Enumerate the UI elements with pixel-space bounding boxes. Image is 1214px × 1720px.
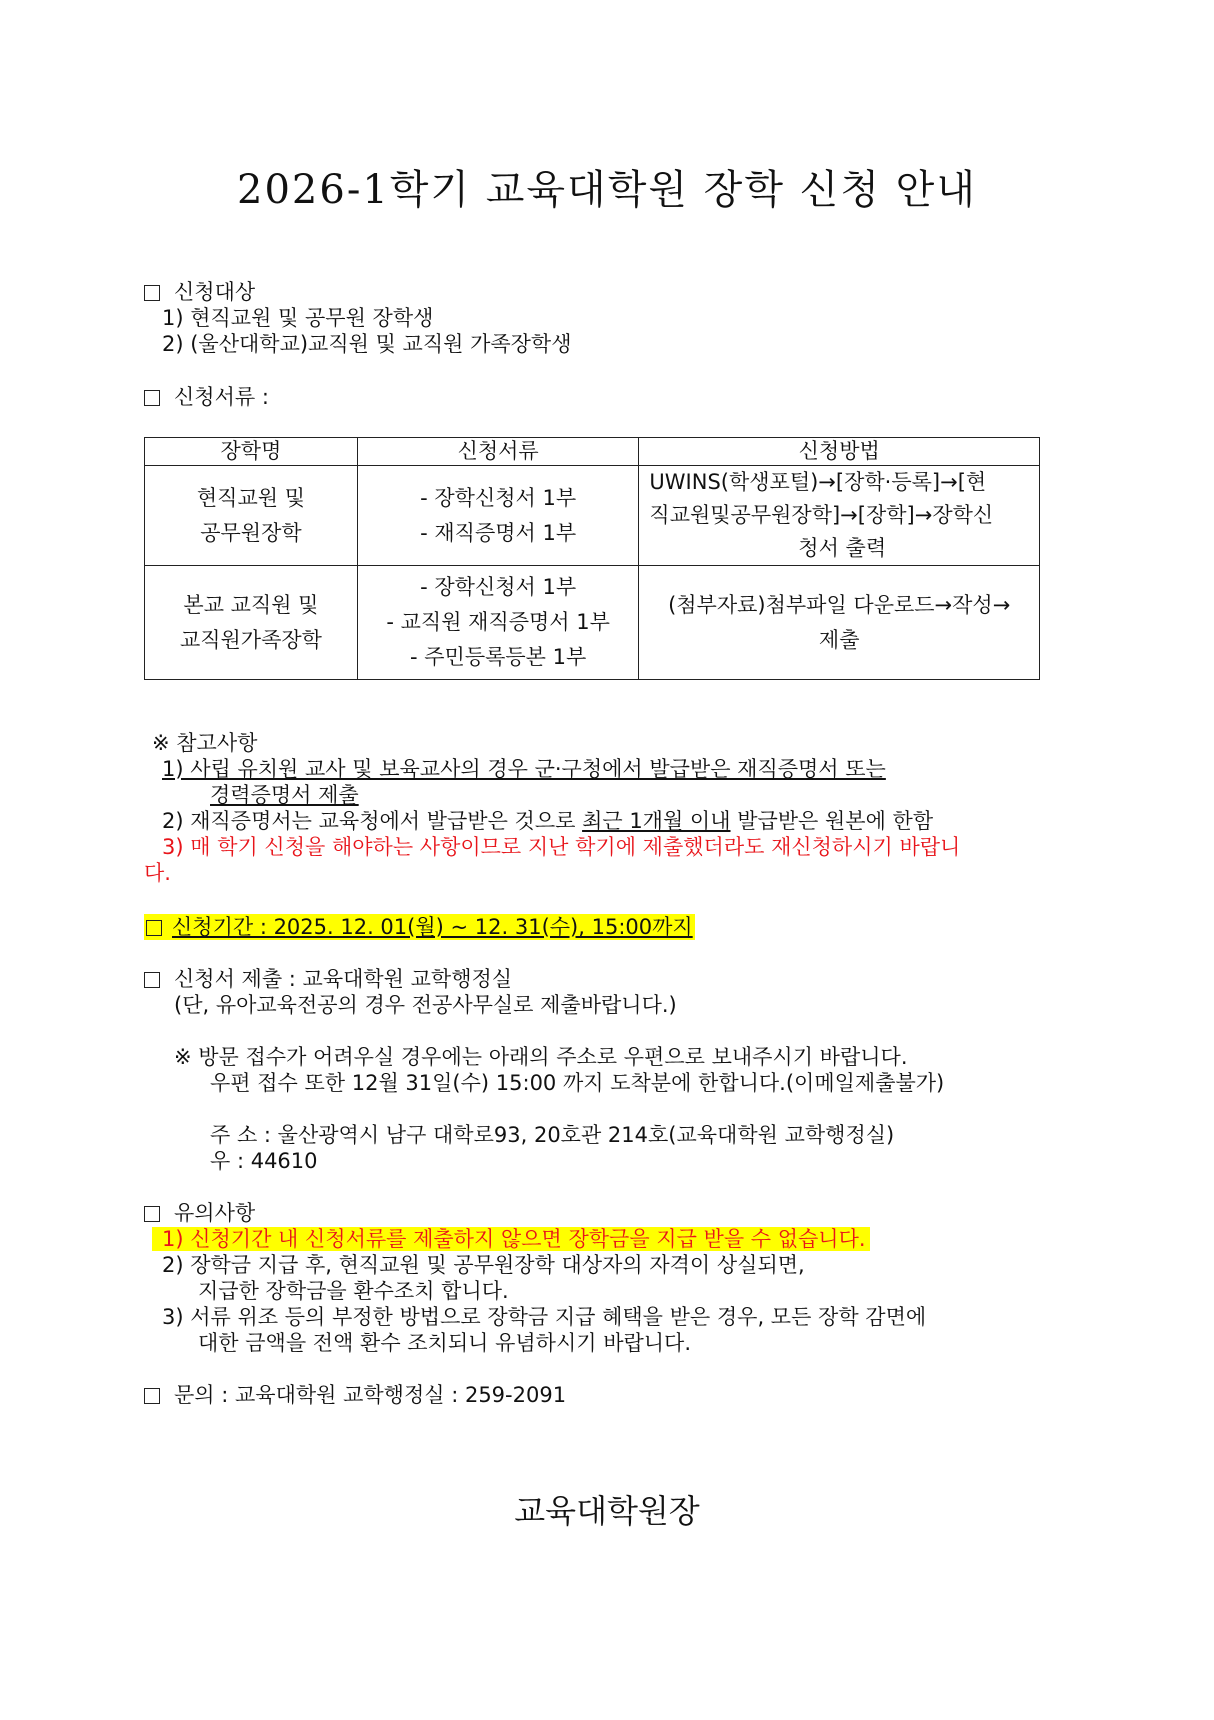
checkbox-square-icon (144, 1388, 160, 1404)
table-header: 신청방법 (639, 438, 1040, 466)
notes-heading: ※ 참고사항 (152, 731, 258, 755)
note-1-line-2: 경력증명서 제출 (210, 783, 359, 807)
mail-note-1: ※ 방문 접수가 어려우실 경우에는 아래의 주소로 우편으로 보내주시기 바랍니다. (174, 1045, 908, 1069)
mail-zip: 우 : 44610 (210, 1149, 318, 1173)
submission-note: (단, 유아교육전공의 경우 전공사무실로 제출바랍니다.) (174, 993, 677, 1017)
checkbox-square-icon (146, 920, 162, 936)
note-3-line-2: 다. (144, 861, 171, 885)
target-item-2: 2) (울산대학교)교직원 및 교직원 가족장학생 (162, 332, 572, 356)
table-cell-method: (첨부자료)첨부파일 다운로드→작성→ 제출 (639, 566, 1040, 680)
table-row (145, 566, 1040, 680)
checkbox-square-icon (144, 1206, 160, 1222)
page-title: 2026-1학기 교육대학원 장학 신청 안내 (237, 167, 977, 213)
target-heading: 신청대상 (144, 279, 255, 305)
mail-note-2: 우편 접수 또한 12월 31일(수) 15:00 까지 도착분에 한합니다.(이메일제출불가) (210, 1071, 945, 1095)
note-2: 2) 재직증명서는 교육청에서 발급받은 것으로 최근 1개월 이내 발급받은 원본에 한함 (162, 809, 934, 833)
checkbox-square-icon (144, 972, 160, 988)
table-header-row (145, 438, 1040, 466)
table-header: 신청서류 (357, 438, 639, 466)
submission-heading: 신청서 제출 : 교육대학원 교학행정실 (144, 966, 512, 992)
signature: 교육대학원장 (514, 1492, 700, 1530)
table-cell-docs: - 장학신청서 1부 - 재직증명서 1부 (357, 466, 639, 566)
checkbox-square-icon (144, 390, 160, 406)
caution-2-line-1: 2) 장학금 지급 후, 현직교원 및 공무원장학 대상자의 자격이 상실되면, (162, 1253, 805, 1277)
table-cell-name: 본교 교직원 및 교직원가족장학 (145, 566, 358, 680)
documents-heading: 신청서류 : (144, 384, 269, 410)
caution-1: 1) 신청기간 내 신청서류를 제출하지 않으면 장학금을 지급 받을 수 없습니다. (152, 1226, 870, 1252)
caution-heading: 유의사항 (144, 1200, 255, 1226)
mail-address: 주 소 : 울산광역시 남구 대학로93, 20호관 214호(교육대학원 교학행정실) (210, 1123, 895, 1147)
table-cell-method: UWINS(학생포털)→[장학·등록]→[현 직교원및공무원장학]→[장학]→장학신 청서 출력 (639, 466, 1040, 566)
caution-2-line-2: 지급한 장학금을 환수조치 합니다. (198, 1279, 509, 1303)
table-cell-name: 현직교원 및 공무원장학 (145, 466, 358, 566)
inquiry: 문의 : 교육대학원 교학행정실 : 259-2091 (144, 1382, 566, 1408)
table-header: 장학명 (145, 438, 358, 466)
caution-3-line-1: 3) 서류 위조 등의 부정한 방법으로 장학금 지급 혜택을 받은 경우, 모든 장학 감면에 (162, 1305, 927, 1329)
caution-3-line-2: 대한 금액을 전액 환수 조치되니 유념하시기 바랍니다. (198, 1331, 692, 1355)
checkbox-square-icon (144, 285, 160, 301)
documents-table (144, 437, 1040, 680)
target-item-1: 1) 현직교원 및 공무원 장학생 (162, 306, 434, 330)
note-3-line-1: 3) 매 학기 신청을 해야하는 사항이므로 지난 학기에 제출했더라도 재신청하시기 바랍니 (162, 835, 961, 859)
table-cell-docs: - 장학신청서 1부 - 교직원 재직증명서 1부 - 주민등록등본 1부 (357, 566, 639, 680)
note-1-line-1: 1) 사립 유치원 교사 및 보육교사의 경우 군·구청에서 발급받은 재직증명서 또는 (162, 757, 886, 781)
table-row (145, 466, 1040, 566)
application-period: 신청기간 : 2025. 12. 01(월) ~ 12. 31(수), 15:00까지 (144, 914, 695, 940)
